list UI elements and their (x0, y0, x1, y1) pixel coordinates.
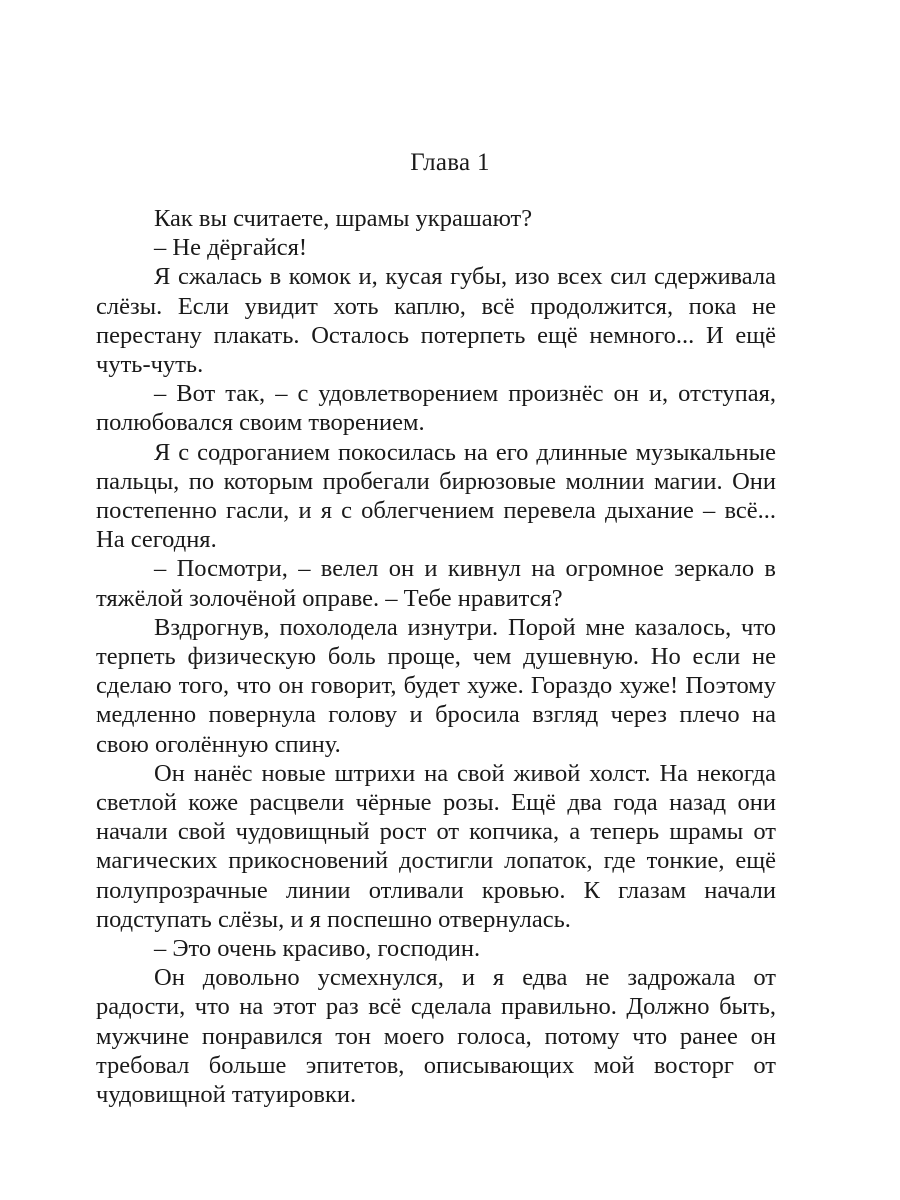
paragraph: Он довольно усмехнулся, и я едва не задрожала от радости, что на этот раз всё сделала правильно. Должно быть, мужчине понравился тон моего голоса, потому что ранее он требовал больше эпитетов, описывающих мой восторг от чудовищной татуировки. (96, 964, 776, 1109)
paragraph: Вздрогнув, похолодела изнутри. Порой мне казалось, что терпеть физическую боль проще, чем душевную. Но если не сделаю того, что он говорит, будет хуже. Гораздо хуже! Поэтому медленно повернула голову и бросила взгляд через плечо на свою оголённую спину. (96, 613, 776, 758)
paragraph: Я с содроганием покосилась на его длинные музыкальные пальцы, по которым пробегали бирюзовые молнии магии. Они постепенно гасли, и я с облегчением перевела дыхание – всё... На сегодня. (96, 438, 776, 554)
chapter-title: Глава 1 (410, 149, 490, 176)
paragraph: – Не дёргайся! (154, 234, 307, 262)
paragraph: – Это очень красиво, господин. (154, 935, 481, 963)
paragraph: – Вот так, – с удовлетворением произнёс он и, отступая, полюбовался своим творением. (96, 380, 776, 437)
paragraph: Он нанёс новые штрихи на свой живой холст. На некогда светлой коже расцвели чёрные розы. Ещё два года назад они начали свой чудовищный рост от копчика, а теперь шрамы от магических прикосновений достигли лопаток, где тонкие, ещё полупрозрачные линии отливали кровью. К глазам начали подступать слёзы, и я поспешно отвернулась. (96, 759, 776, 933)
paragraph: Как вы считаете, шрамы украшают? (154, 205, 533, 232)
paragraph: – Посмотри, – велел он и кивнул на огромное зеркало в тяжёлой золочёной оправе. – Тебе нравится? (96, 555, 776, 612)
paragraph: Я сжалась в комок и, кусая губы, изо всех сил сдерживала слёзы. Если увидит хоть каплю, всё продолжится, пока не перестану плакать. Осталось потерпеть ещё немного... И ещё чуть-чуть. (96, 263, 776, 379)
chapter-text (96, 204, 776, 1109)
